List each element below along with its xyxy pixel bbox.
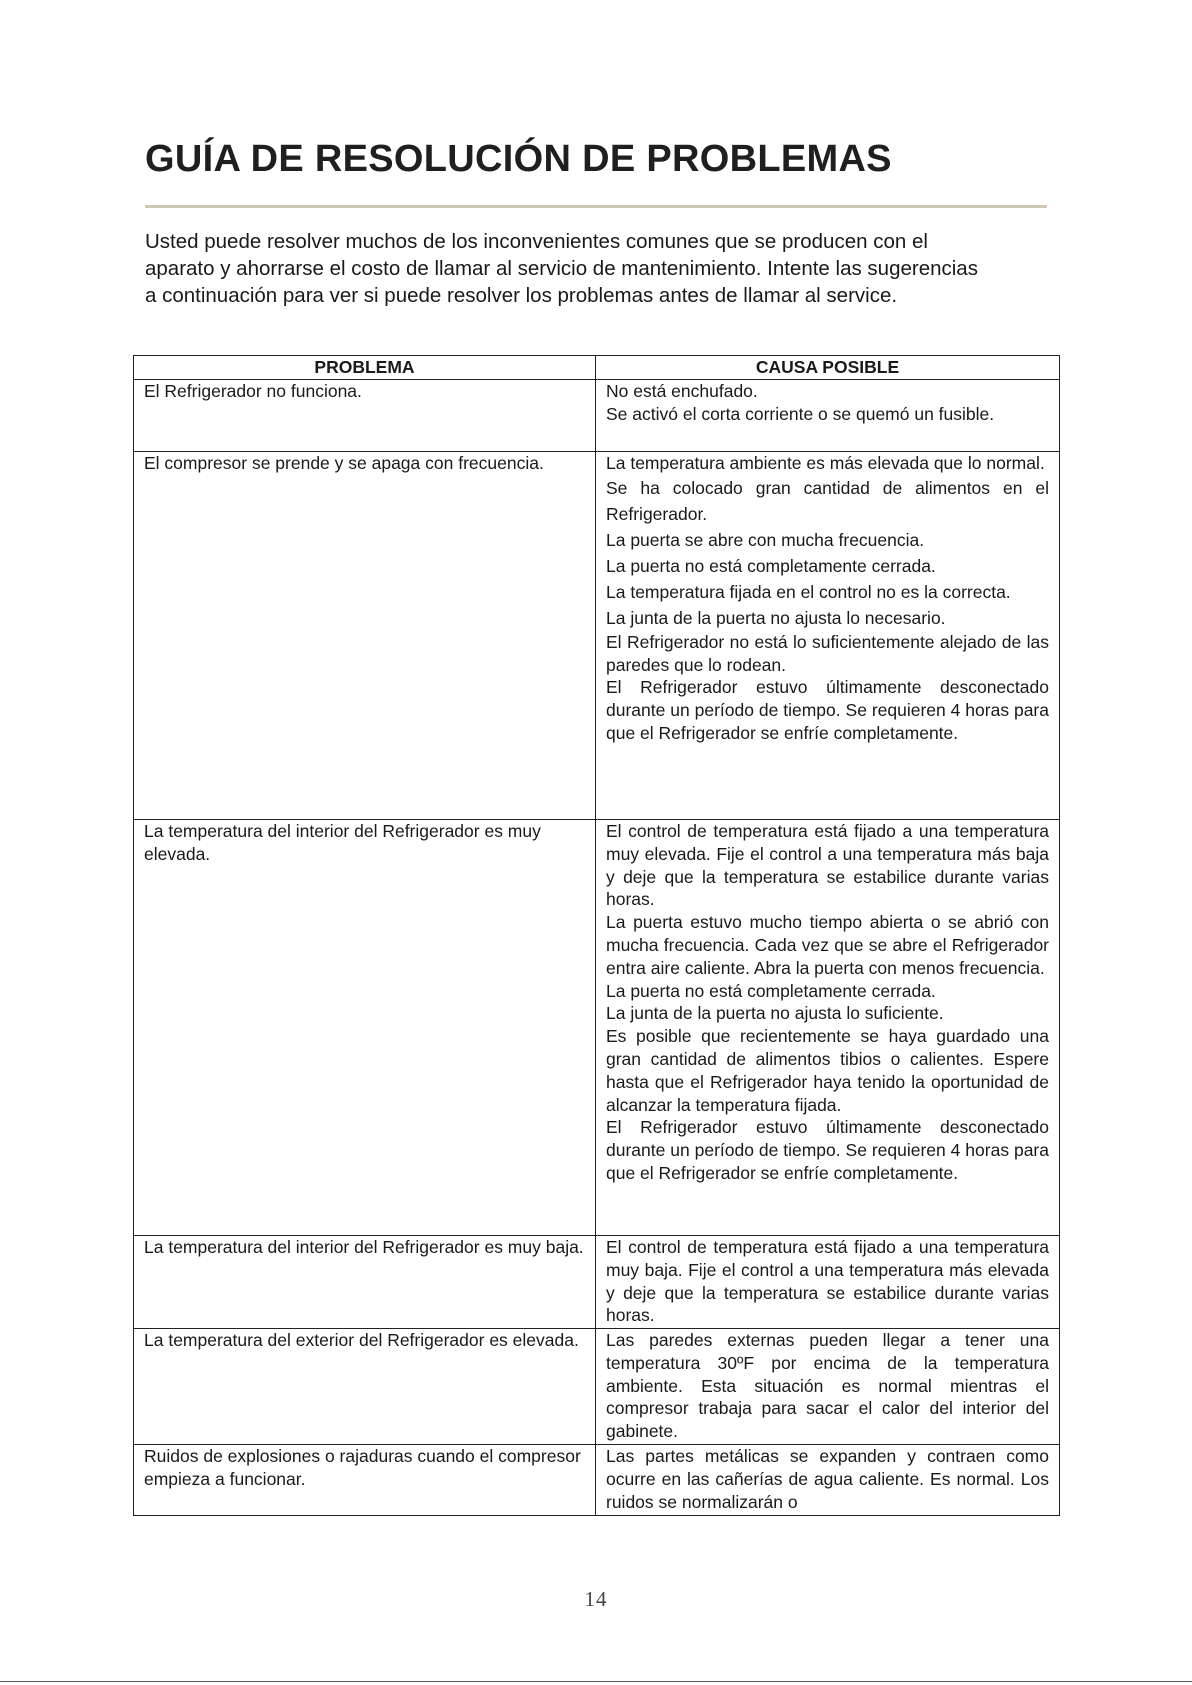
cause-item: La junta de la puerta no ajusta lo necesario. xyxy=(606,607,946,628)
cause-item: La puerta estuvo mucho tiempo abierta o se abrió con mucha frecuencia. Cada vez que se abre el Refrigerador entra aire caliente. Abra la puerta con menos frecuencia. xyxy=(606,912,1049,978)
cause-item: El control de temperatura está fijado a una temperatura muy baja. Fije el control a una temperatura más elevada y deje que la temperatura se estabilice durante varias horas. xyxy=(606,1237,1049,1326)
column-header-problem: PROBLEMA xyxy=(134,356,596,380)
intro-line: aparato y ahorrarse el costo de llamar al servicio de mantenimiento. Intente las sugerencias xyxy=(145,257,978,280)
intro-line: a continuación para ver si puede resolver los problemas antes de llamar al service. xyxy=(145,284,898,307)
title-divider xyxy=(145,205,1047,208)
table-row xyxy=(134,1445,1060,1516)
cause-cell xyxy=(596,380,1060,452)
cause-cell xyxy=(596,452,1060,820)
table-row xyxy=(134,380,1060,452)
table-header-row xyxy=(134,356,1060,380)
cause-cell xyxy=(596,1329,1060,1445)
cause-item: La puerta no está completamente cerrada. xyxy=(606,555,936,576)
cause-item: Las paredes externas pueden llegar a tener una temperatura 30ºF por encima de la temperatura ambiente. Esta situación es normal mientras el compresor trabaja para sacar el calor del interior del gabinete. xyxy=(606,1330,1049,1442)
problem-cell: Ruidos de explosiones o rajaduras cuando el compresor empieza a funcionar. xyxy=(134,1445,596,1516)
cause-cell xyxy=(596,1236,1060,1329)
cause-item: La temperatura ambiente es más elevada que lo normal. xyxy=(606,453,1045,473)
cause-item: Se activó el corta corriente o se quemó un fusible. xyxy=(606,403,995,424)
intro-paragraph xyxy=(145,228,1050,309)
cause-item: El Refrigerador estuvo últimamente desconectado durante un período de tiempo. Se requieren 4 horas para que el Refrigerador se enfríe completamente. xyxy=(606,1117,1049,1183)
cause-item: El Refrigerador no está lo suficientemente alejado de las paredes que lo rodean. xyxy=(606,631,1049,675)
table-row xyxy=(134,820,1060,1236)
troubleshooting-table xyxy=(133,355,1060,1516)
cause-item: La temperatura fijada en el control no es la correcta. xyxy=(606,581,1011,602)
problem-cell: La temperatura del exterior del Refrigerador es elevada. xyxy=(134,1329,596,1445)
bottom-divider xyxy=(0,1681,1192,1682)
problem-cell: La temperatura del interior del Refrigerador es muy baja. xyxy=(134,1236,596,1329)
cause-item: La puerta no está completamente cerrada. xyxy=(606,980,936,1001)
cause-cell xyxy=(596,820,1060,1236)
cause-item: El control de temperatura está fijado a una temperatura muy elevada. Fije el control a una temperatura más baja y deje que la temperatura se estabilice durante varias horas. xyxy=(606,821,1049,910)
page-number: 14 xyxy=(584,1587,608,1611)
problem-cell: La temperatura del interior del Refrigerador es muy elevada. xyxy=(134,820,596,1236)
cause-cell xyxy=(596,1445,1060,1516)
cause-item: Las partes metálicas se expanden y contraen como ocurre en las cañerías de agua caliente. Es normal. Los ruidos se normalizarán o xyxy=(606,1446,1049,1512)
intro-line: Usted puede resolver muchos de los inconvenientes comunes que se producen con el xyxy=(145,230,928,253)
table-row xyxy=(134,452,1060,820)
cause-item: La junta de la puerta no ajusta lo suficiente. xyxy=(606,1003,944,1024)
cause-item: Es posible que recientemente se haya guardado una gran cantidad de alimentos tibios o calientes. Espere hasta que el Refrigerador haya tenido la oportunidad de alcanzar la temperatura fijada. xyxy=(606,1026,1049,1115)
cause-item: No está enchufado. xyxy=(606,381,758,401)
problem-cell: El Refrigerador no funciona. xyxy=(134,380,596,452)
problem-cell: El compresor se prende y se apaga con frecuencia. xyxy=(134,452,596,820)
page-title: GUÍA DE RESOLUCIÓN DE PROBLEMAS xyxy=(145,138,892,180)
table-row xyxy=(134,1236,1060,1329)
cause-item: Se ha colocado gran cantidad de alimentos en el Refrigerador. xyxy=(606,477,1049,524)
cause-item: El Refrigerador estuvo últimamente desconectado durante un período de tiempo. Se requieren 4 horas para que el Refrigerador se enfríe completamente. xyxy=(606,677,1049,743)
cause-item: La puerta se abre con mucha frecuencia. xyxy=(606,529,925,550)
table-row xyxy=(134,1329,1060,1445)
column-header-cause: CAUSA POSIBLE xyxy=(596,356,1060,380)
